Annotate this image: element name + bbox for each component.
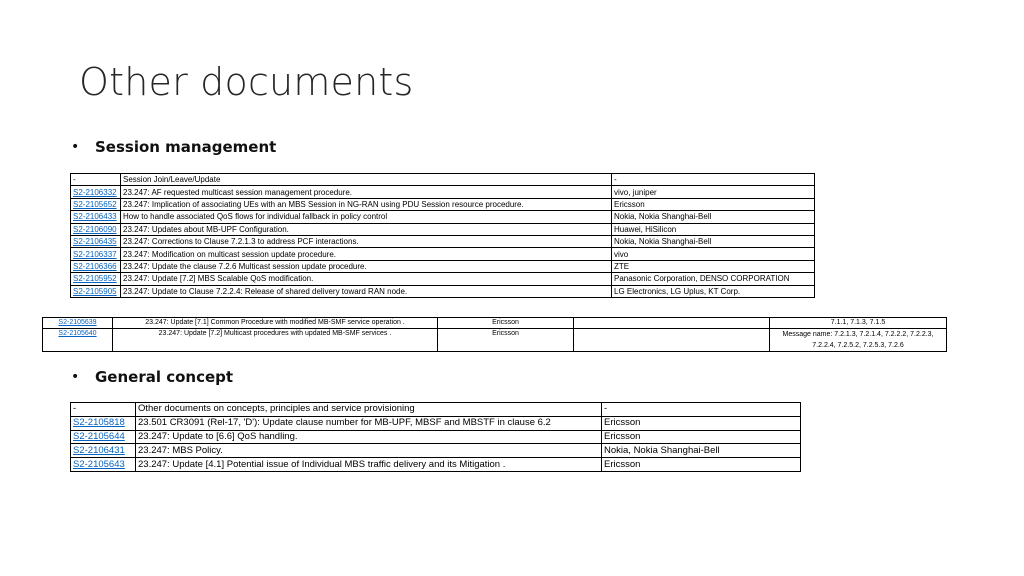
session-management-table: [70, 173, 815, 298]
document-title: 23.247: Update [7.2] MBS Scalable QoS modification.: [121, 273, 612, 285]
document-source: Nokia, Nokia Shanghai-Bell: [602, 444, 801, 458]
document-source: vivo: [612, 248, 815, 260]
document-link[interactable]: S2-2105905: [71, 285, 121, 297]
table-row: [71, 260, 815, 272]
header-cell: -: [71, 174, 121, 186]
document-source: Ericsson: [612, 198, 815, 210]
document-link[interactable]: S2-2106433: [71, 211, 121, 223]
table-row: [71, 458, 801, 472]
document-link[interactable]: S2-2106435: [71, 235, 121, 247]
section-heading: Session management: [95, 138, 277, 156]
document-link[interactable]: S2-2106431: [71, 444, 136, 458]
header-cell: Session Join/Leave/Update: [121, 174, 612, 186]
header-cell: -: [612, 174, 815, 186]
table-header-row: [71, 174, 815, 186]
affected-clauses: Message name: 7.2.1.3, 7.2.1.4, 7.2.2.2, 7.2.2.3, 7.2.2.4, 7.2.5.2, 7.2.5.3, 7.2.6: [770, 329, 947, 352]
document-title: 23.247: Update [7.2] Multicast procedures with updated MB-SMF services .: [113, 329, 438, 352]
document-link[interactable]: S2-2106332: [71, 186, 121, 198]
document-title: 23.247: Implication of associating UEs with an MBS Session in NG-RAN using PDU Session resource procedure.: [121, 198, 612, 210]
table-row: [71, 186, 815, 198]
document-title: 23.247: Update [4.1] Potential issue of Individual MBS traffic delivery and its Mitigation .: [136, 458, 602, 472]
document-title: 23.247: Updates about MB-UPF Configuration.: [121, 223, 612, 235]
table-row: [71, 285, 815, 297]
document-link[interactable]: S2-2105644: [71, 430, 136, 444]
table-row: [71, 444, 801, 458]
affected-clauses: 7.1.1, 7.1.3, 7.1.5: [770, 318, 947, 329]
document-source: Ericsson: [602, 458, 801, 472]
document-link[interactable]: S2-2106337: [71, 248, 121, 260]
document-link[interactable]: S2-2105652: [71, 198, 121, 210]
general-concept-table: [70, 402, 801, 472]
header-cell: -: [602, 403, 801, 417]
document-source: LG Electronics, LG Uplus, KT Corp.: [612, 285, 815, 297]
document-link[interactable]: S2-2105639: [43, 318, 113, 329]
section-heading: General concept: [95, 368, 234, 386]
document-title: 23.247: Update the clause 7.2.6 Multicast session update procedure.: [121, 260, 612, 272]
section-session-management: [70, 138, 276, 156]
empty-cell: [574, 329, 770, 352]
document-source: Ericsson: [438, 329, 574, 352]
table-row: [43, 329, 947, 352]
table-row: [71, 430, 801, 444]
document-link[interactable]: S2-2106090: [71, 223, 121, 235]
section-general-concept: [70, 368, 233, 386]
table-row: [71, 235, 815, 247]
table-row: [71, 273, 815, 285]
document-title: 23.247: AF requested multicast session management procedure.: [121, 186, 612, 198]
document-source: Panasonic Corporation, DENSO CORPORATION: [612, 273, 815, 285]
document-source: Nokia, Nokia Shanghai-Bell: [612, 235, 815, 247]
document-title: 23.501 CR3091 (Rel-17, 'D'): Update clause number for MB-UPF, MBSF and MBSTF in clause 6.2: [136, 416, 602, 430]
document-link[interactable]: S2-2106366: [71, 260, 121, 272]
document-link[interactable]: S2-2105643: [71, 458, 136, 472]
document-title: 23.247: Modification on multicast session update procedure.: [121, 248, 612, 260]
table-row: [71, 416, 801, 430]
document-link[interactable]: S2-2105640: [43, 329, 113, 352]
document-title: How to handle associated QoS flows for individual fallback in policy control: [121, 211, 612, 223]
table-row: [71, 223, 815, 235]
table-row: [43, 318, 947, 329]
page-title: Other documents: [79, 60, 414, 104]
table-header-row: [71, 403, 801, 417]
document-link[interactable]: S2-2105952: [71, 273, 121, 285]
document-title: 23.247: Update [7.1] Common Procedure with modified MB-SMF service operation .: [113, 318, 438, 329]
document-source: Ericsson: [438, 318, 574, 329]
bullet-icon: •: [71, 369, 80, 385]
document-source: vivo, juniper: [612, 186, 815, 198]
document-source: Ericsson: [602, 416, 801, 430]
document-title: 23.247: MBS Policy.: [136, 444, 602, 458]
document-title: 23.247: Update to Clause 7.2.2.4: Release of shared delivery toward RAN node.: [121, 285, 612, 297]
header-cell: -: [71, 403, 136, 417]
mb-smf-updates-table: [42, 317, 947, 352]
document-source: Nokia, Nokia Shanghai-Bell: [612, 211, 815, 223]
table-row: [71, 198, 815, 210]
table-row: [71, 248, 815, 260]
document-title: 23.247: Update to [6.6] QoS handling.: [136, 430, 602, 444]
document-source: Huawei, HiSilicon: [612, 223, 815, 235]
document-title: 23.247: Corrections to Clause 7.2.1.3 to address PCF interactions.: [121, 235, 612, 247]
document-link[interactable]: S2-2105818: [71, 416, 136, 430]
table-row: [71, 211, 815, 223]
header-cell: Other documents on concepts, principles and service provisioning: [136, 403, 602, 417]
bullet-icon: •: [71, 139, 80, 155]
empty-cell: [574, 318, 770, 329]
document-source: Ericsson: [602, 430, 801, 444]
document-source: ZTE: [612, 260, 815, 272]
